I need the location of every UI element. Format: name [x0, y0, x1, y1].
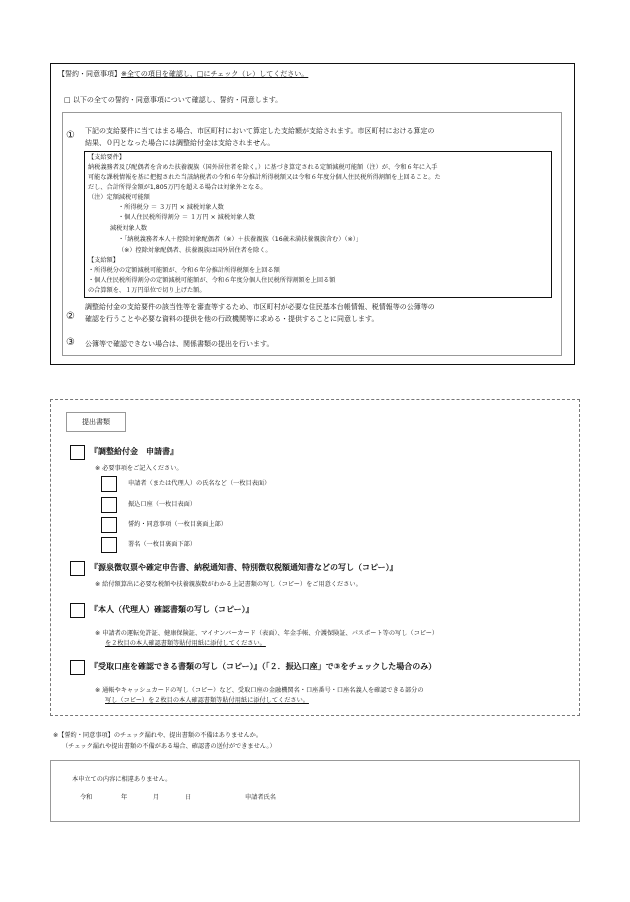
- footer-note-line2: （チェック漏れや提出書類の不備がある場合、確認書の送付ができません。）: [62, 743, 276, 750]
- amount-line2: ・個人住民税所得割分の定額減税可能額が、令和６年度分個人住民税所得割額を上回る額: [88, 277, 336, 284]
- note-line4: ・「納税義務者本人＋控除対象配偶者（※）＋扶養親族（16歳未満扶養親族含む）（※）」: [118, 236, 363, 243]
- item2-text-line2: 確認を行うことや必要な資料の提供を他の行政機関等に求める・提供することに同意します。: [85, 315, 379, 323]
- pledge-header-label: 【誓約・同意事項】: [58, 70, 121, 78]
- item1-text-line1: 下記の支給要件に当てはまる場合、市区町村において算定した支給額が支給されます。市区町村における算定の: [85, 127, 435, 135]
- doc2-title: 『源泉徴収票や確定申告書、納税通知書、特別徴収税額通知書などの写し（コピー）』: [90, 563, 398, 572]
- note-line5: （※）控除対象配偶者、扶養親族は国外居住者を除く。: [118, 247, 272, 254]
- item3-text: 公簿等で確認できない場合は、関係書類の提出を行います。: [85, 340, 274, 348]
- signature-year-label[interactable]: 年: [121, 794, 128, 801]
- doc1-sub1-label: 申請者（または代理人）の氏名など（一枚目表面）: [128, 480, 271, 487]
- doc4-title: 『受取口座を確認できる書類の写し（コピー）』（「２．振込口座」で③をチェックした場合のみ）: [90, 662, 437, 671]
- doc3-title: 『本人（代理人）確認書類の写し（コピー）』: [90, 605, 254, 614]
- item1-number: ①: [66, 130, 75, 141]
- requirements-line3: だし、合計所得金額が1,805万円を超える場合は対象外となる。: [88, 184, 267, 191]
- amount-title: 【支給額】: [88, 257, 119, 264]
- signature-day-label[interactable]: 日: [185, 794, 192, 801]
- item3-number: ③: [66, 337, 75, 348]
- doc1-title: 『調整給付金 申請書』: [90, 447, 178, 456]
- doc1-sub3-checkbox[interactable]: [101, 517, 117, 533]
- doc1-sub2-checkbox[interactable]: [101, 497, 117, 513]
- doc2-checkbox[interactable]: [70, 561, 85, 576]
- doc1-sub2-label: 振込口座（一枚目表面）: [128, 501, 197, 508]
- submit-documents-tab-label: 提出書類: [82, 418, 110, 426]
- signature-statement: 本申立ての内容に相違ありません。: [72, 776, 172, 783]
- item2-text-line1: 調整給付金の支給要件の該当性等を審査等するため、市区町村が必要な住民基本台帳情報、税情報等の公簿等の: [85, 303, 435, 311]
- doc3-checkbox[interactable]: [70, 603, 85, 618]
- footer-note-line1: ※【誓約・同意事項】のチェック漏れや、提出書類の不備はありませんか。: [53, 732, 263, 739]
- requirements-line1: 納税義務者及び配偶者を含めた扶養親族（国外居住者を除く。）に基づき算定される定額減税可能額（注）が、令和６年に入手: [88, 164, 438, 171]
- all-confirm-checkbox-line[interactable]: □ 以下の全ての誓約・同意事項について確認し、誓約・同意します。: [64, 96, 283, 104]
- amount-line1: ・所得税分の定額減税可能額が、令和６年分推計所得税額を上回る額: [88, 267, 280, 274]
- signature-era: 令和: [80, 794, 93, 801]
- pledge-header-text: ※全ての項目を確認し、□にチェック（レ）してください。: [121, 70, 309, 78]
- doc1-checkbox[interactable]: [70, 445, 85, 460]
- signature-section: [50, 760, 580, 822]
- note-line1: ・所得税分 ＝ ３万円 × 減税対象人数: [118, 204, 224, 211]
- doc4-note-line2: 写し（コピー）を２枚目の本人確認書類等貼付用紙に添付してください。: [105, 697, 309, 704]
- doc3-note-line2: を２枚目の本人確認書類等貼付用紙に添付してください。: [105, 640, 266, 647]
- doc1-sub4-label: 署名（一枚目裏面下部）: [128, 541, 197, 548]
- doc1-sub3-label: 誓約・同意事項（一枚目裏面上部）: [128, 521, 227, 528]
- applicant-name-label[interactable]: 申請者氏名: [245, 794, 276, 801]
- doc4-checkbox[interactable]: [70, 660, 85, 675]
- note-line2: ・個人住民税所得割分 ＝ １万円 × 減税対象人数: [118, 214, 255, 221]
- signature-month-label[interactable]: 月: [153, 794, 160, 801]
- item1-text-line2: 結果、０円となった場合には調整給付金は支給されません。: [85, 139, 275, 147]
- doc1-sub4-checkbox[interactable]: [101, 537, 117, 553]
- item2-number: ②: [66, 311, 75, 322]
- doc1-sub1-checkbox[interactable]: [101, 476, 117, 492]
- requirements-title: 【支給要件】: [88, 154, 126, 161]
- note-label: （注）定額減税可能額: [88, 194, 150, 201]
- note-line3: 減税対象人数: [110, 225, 148, 232]
- amount-line3: の合算額を、１万円単位で切り上げた額。: [88, 287, 206, 294]
- doc3-note-line1: ※ 申請者の運転免許証、健康保険証、マイナンバーカード（表面）、年金手帳、介護保険証、パスポート等の写し（コピー）: [95, 630, 439, 637]
- pledge-header: [58, 69, 308, 79]
- doc4-note-line1: ※ 通帳やキャッシュカードの写し（コピー）など、受取口座の金融機関名・口座番号・口座名義人を確認できる部分の: [95, 687, 424, 694]
- doc2-note: ※ 給付額算出に必要な税額や扶養親族数がわかる上記書類の写し（コピー）をご用意ください。: [95, 581, 362, 588]
- doc1-note: ※ 必要事項をご記入ください。: [95, 465, 183, 472]
- requirements-line2: 可能な課税情報を基に把握された当該納税者の令和６年分推計所得税額又は令和６年度分個人住民税所得割額を上回ること。た: [88, 174, 441, 181]
- submit-documents-tab: [66, 412, 126, 432]
